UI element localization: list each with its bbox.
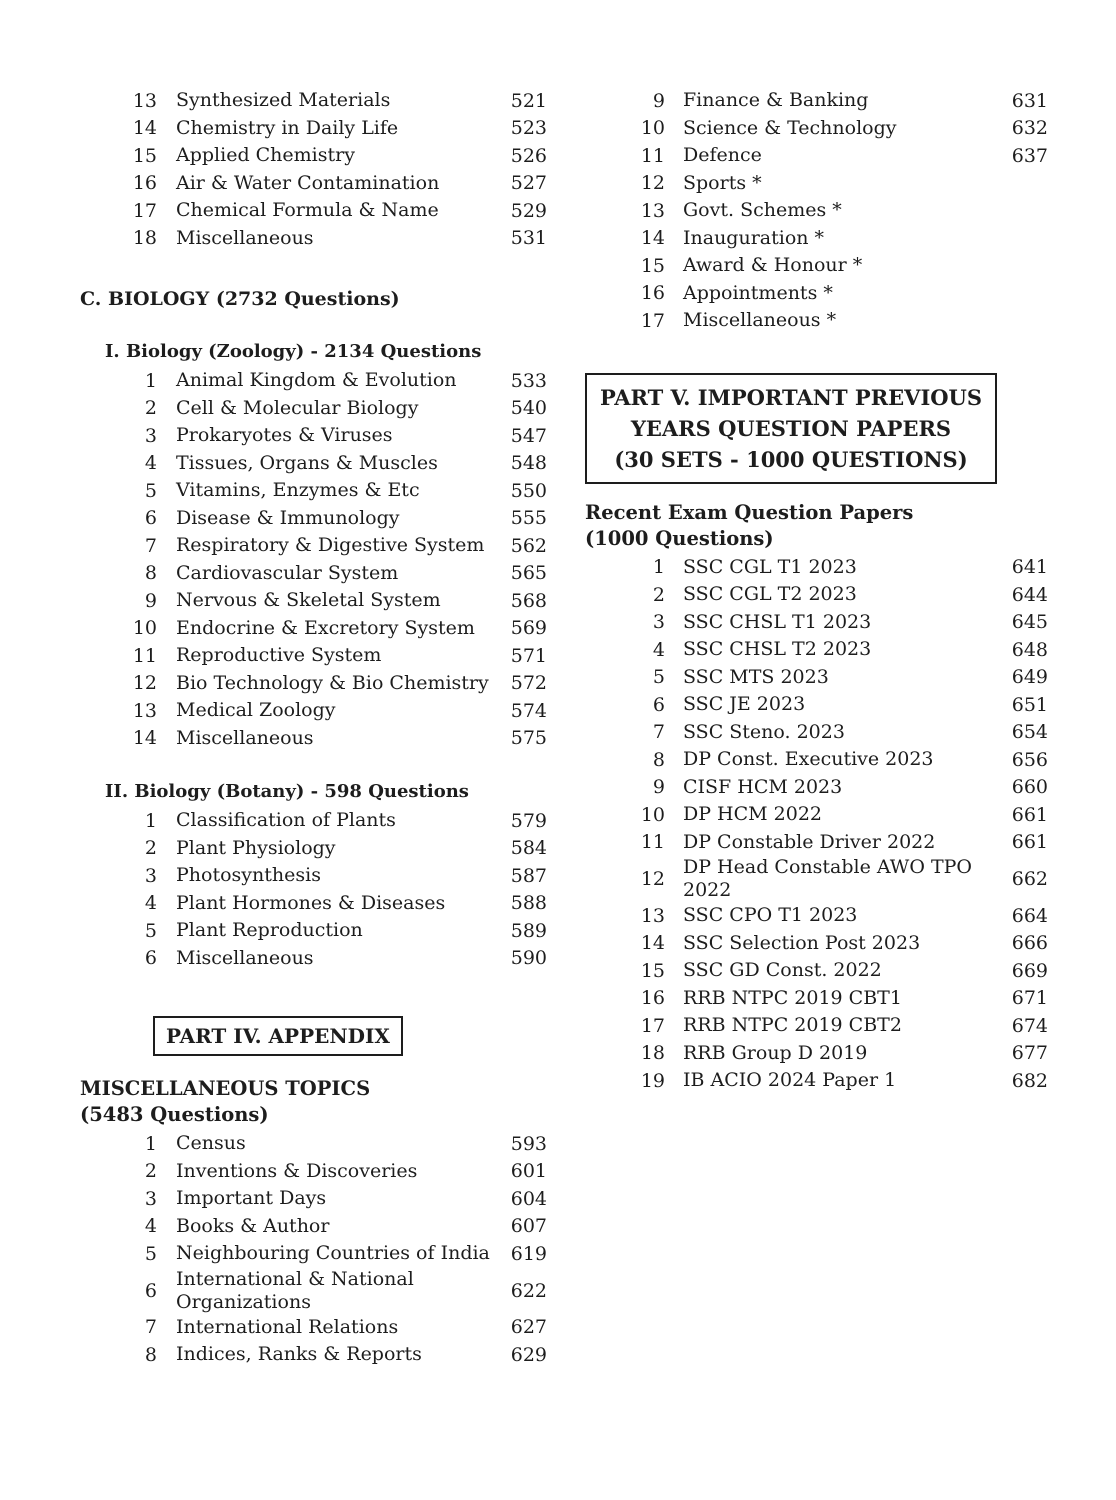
toc-entry	[585, 87, 1048, 115]
toc-entry	[80, 725, 547, 753]
recent-exam-papers-heading	[585, 500, 1048, 552]
entry-title: RRB NTPC 2019 CBT1	[683, 986, 902, 1009]
entry-page-number: 565	[510, 562, 547, 585]
entry-number: 5	[144, 919, 157, 942]
entry-title: Applied Chemistry	[176, 144, 355, 167]
toc-entry	[585, 829, 1048, 857]
toc-entry	[585, 554, 1048, 582]
entry-title: SSC CHSL T1 2023	[683, 610, 872, 633]
entry-number: 2	[652, 583, 665, 606]
entry-number: 7	[652, 721, 665, 744]
entry-title: Endocrine & Excretory System	[176, 616, 475, 639]
toc-entry	[80, 367, 547, 395]
entry-number: 15	[132, 144, 157, 167]
entry-number: 13	[132, 699, 157, 722]
part4-appendix-box	[153, 1016, 403, 1056]
entry-number: 6	[144, 1279, 157, 1302]
entry-title: SSC JE 2023	[683, 693, 806, 716]
toc-entry	[585, 746, 1048, 774]
toc-entry	[585, 1012, 1048, 1040]
toc-entry	[80, 697, 547, 725]
entry-page-number: 637	[1011, 144, 1048, 167]
toc-entry	[585, 957, 1048, 985]
entry-title: Inauguration *	[683, 226, 825, 249]
toc-entry	[80, 862, 547, 890]
entry-number: 17	[132, 199, 157, 222]
entry-title: SSC CPO T1 2023	[683, 904, 858, 927]
entry-title: Photosynthesis	[176, 864, 321, 887]
entry-number: 6	[652, 693, 665, 716]
entry-page-number: 601	[510, 1160, 547, 1183]
toc-entry	[80, 1268, 547, 1314]
toc-entry	[80, 532, 547, 560]
entry-title: Synthesized Materials	[176, 89, 391, 112]
entry-page-number: 584	[510, 837, 547, 860]
toc-entry	[585, 774, 1048, 802]
entry-title: Neighbouring Countries of India	[176, 1242, 490, 1265]
entry-number: 19	[640, 1069, 665, 1092]
botany-items-list	[80, 807, 547, 972]
zoology-items-list	[80, 367, 547, 752]
entry-number: 9	[652, 89, 665, 112]
toc-entry	[80, 197, 547, 225]
entry-page-number: 579	[510, 809, 547, 832]
entry-page-number: 547	[510, 424, 547, 447]
toc-entry	[585, 856, 1048, 902]
entry-page-number: 572	[510, 672, 547, 695]
entry-title: Plant Reproduction	[176, 919, 363, 942]
entry-title: Inventions & Discoveries	[176, 1159, 418, 1182]
toc-entry	[80, 587, 547, 615]
entry-number: 16	[640, 282, 665, 305]
entry-number: 1	[144, 809, 157, 832]
recent-exam-papers-heading-line1: Recent Exam Question Papers	[585, 500, 914, 524]
toc-entry	[80, 945, 547, 973]
entry-number: 9	[144, 589, 157, 612]
left-column	[80, 85, 547, 1369]
entry-number: 16	[640, 987, 665, 1010]
entry-number: 16	[132, 172, 157, 195]
toc-entry	[585, 801, 1048, 829]
entry-title: SSC MTS 2023	[683, 665, 829, 688]
entry-number: 6	[144, 507, 157, 530]
toc-entry	[585, 170, 1048, 198]
entry-number: 17	[640, 309, 665, 332]
entry-title: Medical Zoology	[176, 699, 336, 722]
entry-page-number: 674	[1011, 1014, 1048, 1037]
entry-number: 14	[640, 227, 665, 250]
toc-entry	[80, 917, 547, 945]
entry-title: Sports *	[683, 171, 762, 194]
miscellaneous-topics-heading	[80, 1076, 547, 1128]
toc-entry	[80, 1240, 547, 1268]
toc-entry	[585, 664, 1048, 692]
miscellaneous-topics-heading-line1: MISCELLANEOUS TOPICS	[80, 1077, 371, 1100]
entry-page-number: 531	[510, 227, 547, 250]
entry-number: 5	[144, 1242, 157, 1265]
entry-title: Appointments *	[683, 281, 833, 304]
entry-page-number: 644	[1011, 583, 1048, 606]
toc-entry	[585, 280, 1048, 308]
entry-number: 2	[144, 837, 157, 860]
toc-entry	[585, 1040, 1048, 1068]
entry-number: 7	[144, 1316, 157, 1339]
part5-box-line3: (30 SETS - 1000 QUESTIONS)	[614, 446, 968, 472]
toc-entry	[80, 115, 547, 143]
entry-title: Chemical Formula & Name	[176, 199, 439, 222]
entry-number: 10	[132, 617, 157, 640]
entry-title: CISF HCM 2023	[683, 775, 843, 798]
miscellaneous-items-list	[80, 1130, 547, 1369]
toc-entry	[585, 636, 1048, 664]
recent-exam-papers-list	[585, 554, 1048, 1095]
entry-number: 15	[640, 959, 665, 982]
entry-title: Govt. Schemes *	[683, 199, 842, 222]
entry-page-number: 590	[510, 947, 547, 970]
entry-number: 10	[640, 803, 665, 826]
miscellaneous-topics-heading-line2: (5483 Questions)	[80, 1103, 269, 1126]
entry-page-number: 550	[510, 479, 547, 502]
toc-entry	[585, 719, 1048, 747]
entry-number: 11	[640, 144, 665, 167]
entry-page-number: 529	[510, 199, 547, 222]
entry-title: Cardiovascular System	[176, 561, 399, 584]
entry-title: DP Const. Executive 2023	[683, 748, 934, 771]
toc-entry	[585, 225, 1048, 253]
entry-title: International Relations	[176, 1315, 399, 1338]
entry-number: 12	[640, 868, 665, 890]
entry-title: DP Constable Driver 2022	[683, 830, 936, 853]
entry-page-number: 533	[510, 369, 547, 392]
entry-number: 6	[144, 947, 157, 970]
entry-number: 1	[144, 369, 157, 392]
entry-title: Nervous & Skeletal System	[176, 589, 441, 612]
entry-title: SSC Selection Post 2023	[683, 931, 921, 954]
entry-page-number: 574	[510, 699, 547, 722]
entry-number: 8	[144, 1343, 157, 1366]
entry-page-number: 631	[1011, 89, 1048, 112]
entry-title: DP Head Constable AWO TPO 2022	[683, 856, 972, 901]
entry-title: Cell & Molecular Biology	[176, 396, 419, 419]
entry-page-number: 569	[510, 617, 547, 640]
part5-box-line2: YEARS QUESTION PAPERS	[630, 415, 952, 441]
entry-title: Vitamins, Enzymes & Etc	[176, 479, 420, 502]
toc-entry	[585, 115, 1048, 143]
entry-title: Science & Technology	[683, 116, 897, 139]
part5-question-papers-box	[585, 373, 997, 484]
toc-entry	[80, 395, 547, 423]
entry-number: 13	[640, 199, 665, 222]
entry-page-number: 682	[1011, 1069, 1048, 1092]
entry-number: 12	[132, 672, 157, 695]
entry-title: Reproductive System	[176, 644, 382, 667]
entry-number: 10	[640, 117, 665, 140]
entry-number: 4	[144, 452, 157, 475]
entry-number: 9	[652, 776, 665, 799]
entry-number: 11	[640, 831, 665, 854]
entry-title: Respiratory & Digestive System	[176, 534, 485, 557]
entry-title: Miscellaneous *	[683, 309, 837, 332]
right-column	[585, 85, 1048, 1095]
toc-entry	[585, 142, 1048, 170]
entry-title: SSC CGL T2 2023	[683, 583, 857, 606]
toc-entry	[585, 985, 1048, 1013]
entry-page-number: 548	[510, 452, 547, 475]
toc-entry	[80, 670, 547, 698]
entry-page-number: 645	[1011, 611, 1048, 634]
entry-title: Miscellaneous	[176, 726, 314, 749]
entry-page-number: 656	[1011, 748, 1048, 771]
current-affairs-items-list	[585, 87, 1048, 335]
toc-entry	[80, 642, 547, 670]
entry-number: 13	[640, 904, 665, 927]
entry-page-number: 521	[510, 89, 547, 112]
entry-number: 3	[144, 424, 157, 447]
botany-subsection-heading: II. Biology (Botany) - 598 Questions	[105, 781, 469, 802]
entry-page-number: 677	[1011, 1042, 1048, 1065]
entry-number: 14	[132, 727, 157, 750]
biology-section-heading: C. BIOLOGY (2732 Questions)	[80, 288, 400, 310]
entry-page-number: 527	[510, 172, 547, 195]
entry-title: Disease & Immunology	[176, 506, 400, 529]
entry-page-number: 651	[1011, 693, 1048, 716]
entry-number: 18	[640, 1042, 665, 1065]
toc-entry	[585, 197, 1048, 225]
entry-page-number: 661	[1011, 831, 1048, 854]
part4-appendix-label: PART IV. APPENDIX	[166, 1024, 390, 1048]
toc-entry	[80, 170, 547, 198]
toc-entry	[585, 930, 1048, 958]
entry-title: Tissues, Organs & Muscles	[176, 451, 438, 474]
toc-entry	[80, 505, 547, 533]
entry-number: 3	[144, 864, 157, 887]
entry-number: 2	[144, 1160, 157, 1183]
entry-title: Miscellaneous	[176, 226, 314, 249]
entry-number: 14	[132, 117, 157, 140]
entry-page-number: 555	[510, 507, 547, 530]
toc-entry	[80, 225, 547, 253]
entry-number: 4	[144, 1215, 157, 1238]
entry-title: Air & Water Contamination	[176, 171, 440, 194]
entry-number: 4	[144, 892, 157, 915]
part5-box-line1: PART V. IMPORTANT PREVIOUS	[599, 384, 983, 410]
entry-number: 17	[640, 1014, 665, 1037]
entry-number: 18	[132, 227, 157, 250]
entry-number: 11	[132, 644, 157, 667]
entry-page-number: 571	[510, 644, 547, 667]
toc-entry	[80, 890, 547, 918]
toc-entry	[80, 422, 547, 450]
entry-title: Defence	[683, 144, 762, 167]
toc-entry	[585, 581, 1048, 609]
entry-page-number: 666	[1011, 932, 1048, 955]
entry-page-number: 587	[510, 864, 547, 887]
entry-title: SSC CGL T1 2023	[683, 555, 857, 578]
entry-page-number: 641	[1011, 556, 1048, 579]
toc-entry	[80, 142, 547, 170]
entry-title: Chemistry in Daily Life	[176, 116, 399, 139]
entry-page-number: 669	[1011, 959, 1048, 982]
entry-number: 7	[144, 534, 157, 557]
entry-title: Animal Kingdom & Evolution	[176, 369, 457, 392]
entry-number: 12	[640, 172, 665, 195]
entry-title: Indices, Ranks & Reports	[176, 1343, 422, 1366]
toc-entry	[80, 615, 547, 643]
zoology-subsection-heading: I. Biology (Zoology) - 2134 Questions	[105, 341, 482, 362]
entry-title: RRB Group D 2019	[683, 1041, 868, 1064]
entry-number: 5	[652, 666, 665, 689]
entry-page-number: 568	[510, 589, 547, 612]
entry-page-number: 589	[510, 919, 547, 942]
toc-entry	[585, 902, 1048, 930]
entry-page-number: 593	[510, 1132, 547, 1155]
entry-page-number: 627	[510, 1316, 547, 1339]
entry-title: Miscellaneous	[176, 946, 314, 969]
toc-entry	[80, 1130, 547, 1158]
entry-title: Bio Technology & Bio Chemistry	[176, 671, 489, 694]
toc-entry	[80, 450, 547, 478]
entry-page-number: 575	[510, 727, 547, 750]
toc-entry	[80, 87, 547, 115]
toc-entry	[80, 835, 547, 863]
entry-number: 1	[144, 1132, 157, 1155]
entry-title: Plant Hormones & Diseases	[176, 891, 446, 914]
entry-title: Prokaryotes & Viruses	[176, 424, 393, 447]
entry-page-number: 604	[510, 1187, 547, 1210]
entry-title: Census	[176, 1132, 246, 1155]
toc-entry	[585, 609, 1048, 637]
entry-page-number: 664	[1011, 904, 1048, 927]
entry-title: SSC Steno. 2023	[683, 720, 845, 743]
entry-number: 15	[640, 254, 665, 277]
entry-number: 2	[144, 397, 157, 420]
toc-entry	[80, 560, 547, 588]
entry-title: IB ACIO 2024 Paper 1	[683, 1069, 897, 1092]
toc-entry	[80, 1341, 547, 1369]
toc-entry	[80, 477, 547, 505]
toc-entry	[80, 1158, 547, 1186]
entry-page-number: 619	[510, 1242, 547, 1265]
toc-entry	[80, 1185, 547, 1213]
entry-page-number: 662	[1011, 868, 1048, 890]
toc-entry	[80, 1314, 547, 1342]
entry-title: Finance & Banking	[683, 89, 869, 112]
recent-exam-papers-heading-line2: (1000 Questions)	[585, 526, 774, 550]
entry-page-number: 562	[510, 534, 547, 557]
entry-page-number: 622	[510, 1279, 547, 1302]
entry-number: 1	[652, 556, 665, 579]
entry-page-number: 671	[1011, 987, 1048, 1010]
entry-page-number: 588	[510, 892, 547, 915]
entry-number: 4	[652, 638, 665, 661]
entry-page-number: 523	[510, 117, 547, 140]
entry-title: DP HCM 2022	[683, 803, 823, 826]
toc-entry	[585, 252, 1048, 280]
entry-title: SSC CHSL T2 2023	[683, 638, 872, 661]
toc-entry	[585, 307, 1048, 335]
entry-page-number: 526	[510, 144, 547, 167]
entry-title: Classification of Plants	[176, 809, 396, 832]
entry-number: 8	[652, 748, 665, 771]
entry-number: 13	[132, 89, 157, 112]
entry-page-number: 649	[1011, 666, 1048, 689]
entry-number: 3	[144, 1187, 157, 1210]
entry-number: 14	[640, 932, 665, 955]
entry-page-number: 540	[510, 397, 547, 420]
toc-entry	[80, 1213, 547, 1241]
entry-number: 8	[144, 562, 157, 585]
entry-title: RRB NTPC 2019 CBT2	[683, 1014, 902, 1037]
entry-page-number: 629	[510, 1343, 547, 1366]
toc-entry	[585, 1067, 1048, 1095]
entry-title: Award & Honour *	[683, 254, 863, 277]
entry-page-number: 632	[1011, 117, 1048, 140]
entry-title: SSC GD Const. 2022	[683, 959, 882, 982]
entry-title: International & National Organizations	[176, 1267, 414, 1313]
entry-page-number: 661	[1011, 803, 1048, 826]
entry-title: Books & Author	[176, 1214, 330, 1237]
entry-title: Important Days	[176, 1187, 327, 1210]
chemistry-items-list	[80, 87, 547, 252]
toc-entry	[585, 691, 1048, 719]
entry-title: Plant Physiology	[176, 836, 336, 859]
entry-page-number: 660	[1011, 776, 1048, 799]
entry-page-number: 654	[1011, 721, 1048, 744]
entry-page-number: 648	[1011, 638, 1048, 661]
toc-entry	[80, 807, 547, 835]
entry-page-number: 607	[510, 1215, 547, 1238]
entry-number: 3	[652, 611, 665, 634]
entry-number: 5	[144, 479, 157, 502]
